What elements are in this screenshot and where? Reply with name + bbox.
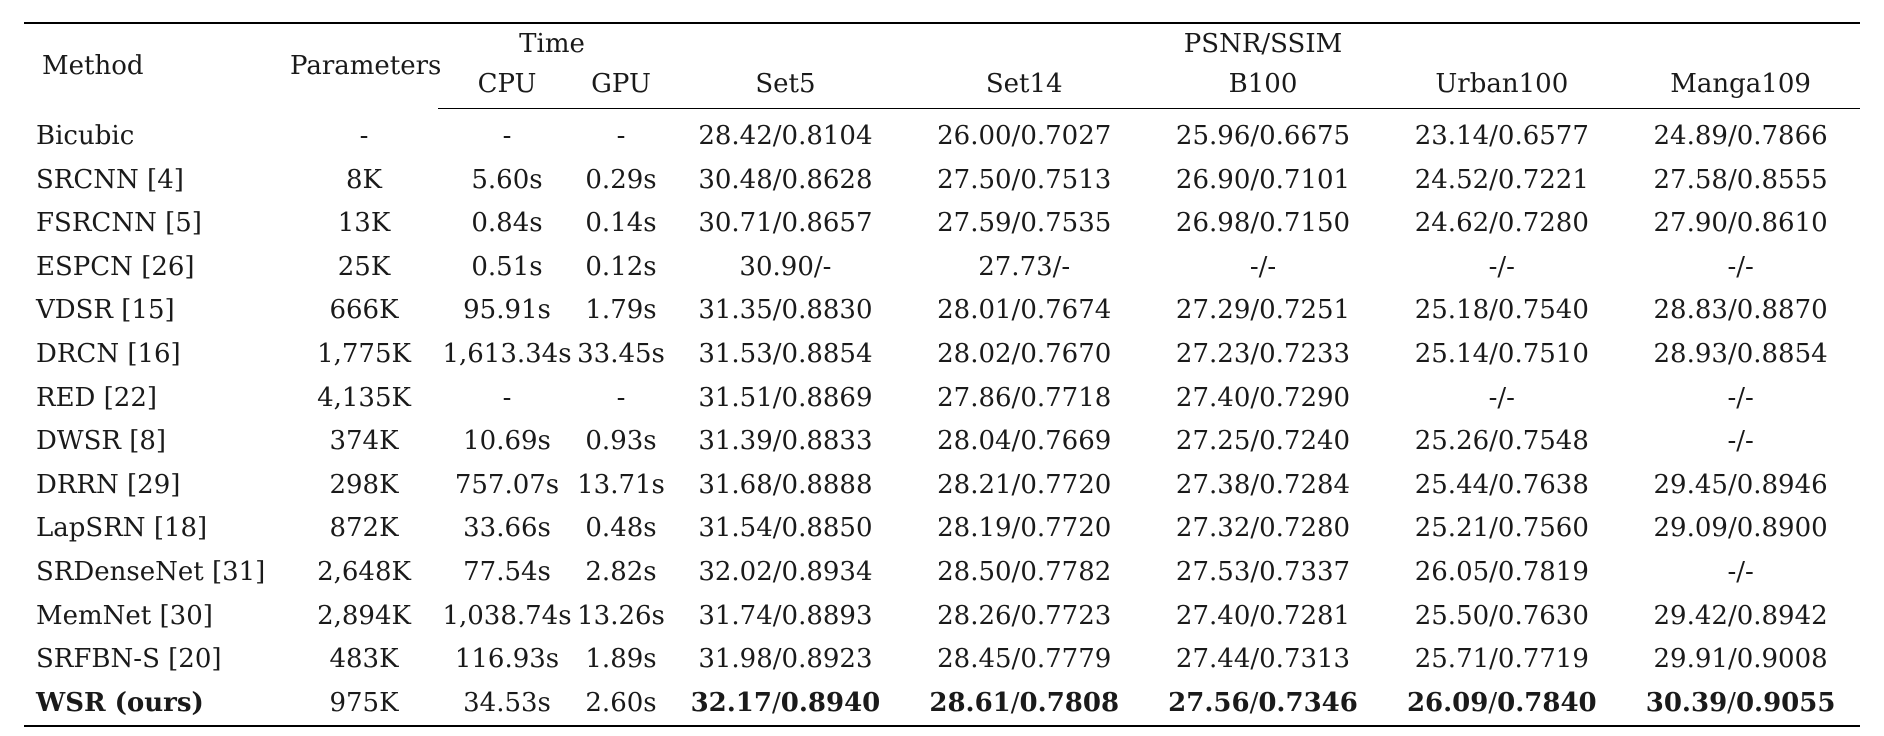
cell-params: 666K (329, 295, 399, 326)
cell-set14 (905, 682, 1144, 727)
cell-b100: 27.40/0.7281 (1175, 600, 1351, 631)
cell-method: RED [22] (36, 382, 158, 413)
cell-manga109: 29.42/0.8942 (1653, 600, 1828, 631)
cell-params: 4,135K (317, 382, 411, 413)
header-manga109: Manga109 (1621, 64, 1860, 109)
cell-gpu: 0.29s (585, 164, 657, 195)
table-row (24, 246, 1860, 290)
cell-method: DWSR [8] (36, 426, 167, 457)
cell-gpu: 33.45s (577, 338, 665, 369)
cell-set5: 31.39/0.8833 (698, 426, 873, 457)
cell-method: LapSRN [18] (36, 513, 208, 544)
cell-b100: 27.25/0.7240 (1175, 426, 1351, 457)
cell-set5: 31.35/0.8830 (698, 295, 873, 326)
cell-gpu: 13.71s (577, 469, 665, 500)
separator: / (1488, 687, 1498, 718)
cell-gpu: 2.60s (576, 682, 666, 727)
cell-params: 2,894K (317, 600, 411, 631)
separator: / (771, 687, 781, 718)
cell-manga109: 29.09/0.8900 (1653, 513, 1828, 544)
separator: / (1010, 687, 1020, 718)
cell-set14: 27.73/- (978, 251, 1071, 282)
cell-params: 975K (290, 682, 438, 727)
cell-set14: 28.01/0.7674 (937, 295, 1112, 326)
cell-cpu: 10.69s (463, 426, 551, 457)
cell-b100: 27.40/0.7290 (1175, 382, 1351, 413)
cell-cpu: 757.07s (454, 469, 560, 500)
cell-method: MemNet [30] (36, 600, 213, 631)
header-row-top (24, 23, 1860, 64)
cell-urban100: 25.14/0.7510 (1414, 338, 1589, 369)
cell-urban100: 24.52/0.7221 (1414, 164, 1589, 195)
cell-b100: 27.53/0.7337 (1175, 556, 1351, 587)
cell-method: ESPCN [26] (36, 251, 195, 282)
psnr-value: 26.09 (1406, 687, 1489, 718)
cell-gpu: 0.93s (585, 426, 657, 457)
cell-method: VDSR [15] (36, 295, 175, 326)
cell-cpu: 1,038.74s (442, 600, 572, 631)
cell-params: - (359, 120, 369, 151)
cell-manga109: 29.91/0.9008 (1653, 644, 1828, 675)
header-method: Method (24, 23, 290, 109)
cell-method: Bicubic (36, 120, 135, 151)
header-b100: B100 (1144, 64, 1383, 109)
cell-cpu: 0.51s (471, 251, 543, 282)
cell-b100: 26.98/0.7150 (1175, 208, 1351, 239)
cell-method: DRRN [29] (36, 469, 181, 500)
cell-urban100 (1382, 682, 1621, 727)
header-set14: Set14 (905, 64, 1144, 109)
cell-urban100: 25.26/0.7548 (1414, 426, 1589, 457)
cell-gpu: - (616, 121, 626, 151)
cell-manga109: 27.58/0.8555 (1653, 164, 1828, 195)
cell-set14: 28.19/0.7720 (937, 513, 1112, 544)
cell-set5: 32.02/0.8934 (698, 556, 873, 587)
cell-manga109: 28.83/0.8870 (1653, 295, 1828, 326)
table-row (24, 595, 1860, 639)
cell-method: SRFBN-S [20] (36, 644, 222, 675)
cell-b100: 27.38/0.7284 (1175, 469, 1351, 500)
table-row (24, 420, 1860, 464)
table-row (24, 289, 1860, 333)
cell-urban100: 24.62/0.7280 (1414, 208, 1589, 239)
cell-gpu: 2.82s (585, 556, 657, 587)
header-urban100: Urban100 (1382, 64, 1621, 109)
psnr-value: 28.61 (929, 687, 1011, 718)
table-row (24, 464, 1860, 508)
cell-b100: 26.90/0.7101 (1175, 164, 1351, 195)
cell-urban100: 26.05/0.7819 (1414, 556, 1589, 587)
cell-method: FSRCNN [5] (36, 208, 202, 239)
table-row-ours (24, 682, 1860, 727)
cell-gpu: 0.12s (585, 251, 657, 282)
cell-b100: 27.23/0.7233 (1175, 338, 1351, 369)
table-body (24, 109, 1860, 727)
cell-b100: -/- (1249, 251, 1277, 282)
cell-manga109: -/- (1727, 556, 1754, 587)
cell-params: 298K (329, 469, 399, 500)
cell-set5: 30.71/0.8657 (698, 208, 873, 239)
cell-params: 1,775K (317, 338, 411, 369)
cell-set14: 28.26/0.7723 (937, 600, 1112, 631)
table-row (24, 202, 1860, 246)
cell-b100: 25.96/0.6675 (1175, 121, 1351, 151)
table-row (24, 333, 1860, 377)
cell-set14: 26.00/0.7027 (937, 121, 1112, 151)
cell-params: 13K (337, 208, 391, 239)
cell-set14: 27.86/0.7718 (937, 382, 1112, 413)
cell-set5: 30.90/- (739, 251, 832, 282)
cell-set5: 31.54/0.8850 (698, 513, 873, 544)
table-row (24, 638, 1860, 682)
cell-params: 483K (329, 644, 399, 675)
cell-set5: 31.51/0.8869 (698, 382, 873, 413)
cell-params: 374K (329, 426, 399, 457)
cell-set5: 31.53/0.8854 (698, 338, 873, 369)
cell-set5: 28.42/0.8104 (698, 121, 873, 151)
table-row (24, 159, 1860, 203)
ssim-value: 0.7346 (1258, 687, 1358, 718)
cell-cpu: 5.60s (471, 164, 543, 195)
cell-set5: 31.74/0.8893 (698, 600, 873, 631)
cell-method: WSR (ours) (24, 682, 290, 727)
results-table-container (24, 22, 1860, 727)
cell-gpu: - (616, 382, 626, 413)
table-row (24, 507, 1860, 551)
cell-b100 (1144, 682, 1383, 727)
cell-gpu: 1.89s (585, 644, 657, 675)
cell-set14: 28.50/0.7782 (937, 556, 1112, 587)
cell-cpu: 1,613.34s (442, 338, 572, 369)
cell-cpu: 33.66s (463, 513, 551, 544)
cell-manga109: -/- (1727, 251, 1754, 282)
cell-set5: 30.48/0.8628 (698, 164, 873, 195)
cell-gpu: 13.26s (577, 600, 665, 631)
cell-urban100: -/- (1488, 251, 1515, 282)
cell-urban100: 25.44/0.7638 (1414, 469, 1589, 500)
cell-set14: 28.04/0.7669 (937, 426, 1112, 457)
cell-b100: 27.29/0.7251 (1175, 295, 1351, 326)
cell-set5: 31.98/0.8923 (698, 644, 873, 675)
cell-params: 25K (337, 251, 391, 282)
cell-set14: 27.50/0.7513 (937, 164, 1112, 195)
cell-set5 (666, 682, 905, 727)
cell-method: DRCN [16] (36, 338, 181, 369)
cell-cpu: 34.53s (438, 682, 576, 727)
cell-manga109 (1621, 682, 1860, 727)
cell-method: SRCNN [4] (36, 164, 184, 195)
cell-manga109: 24.89/0.7866 (1653, 121, 1828, 151)
cell-set14: 28.02/0.7670 (937, 338, 1112, 369)
cell-params: 2,648K (317, 556, 411, 587)
cell-urban100: 23.14/0.6577 (1414, 121, 1589, 151)
header-parameters: Parameters (290, 23, 438, 109)
psnr-value: 32.17 (690, 687, 772, 718)
header-psnr-ssim: PSNR/SSIM (666, 23, 1860, 64)
table-header (24, 23, 1860, 109)
cell-urban100: 25.18/0.7540 (1414, 295, 1589, 326)
cell-method: SRDenseNet [31] (36, 556, 266, 587)
ssim-value: 0.7808 (1019, 687, 1120, 718)
cell-set14: 28.21/0.7720 (937, 469, 1112, 500)
header-gpu: GPU (576, 64, 666, 109)
ssim-value: 0.9055 (1735, 687, 1836, 718)
cell-cpu: - (502, 121, 512, 151)
cell-params: 8K (346, 164, 382, 195)
cell-manga109: -/- (1727, 426, 1754, 457)
cell-manga109: 29.45/0.8946 (1653, 469, 1828, 500)
cell-set5: 31.68/0.8888 (698, 469, 873, 500)
table-row (24, 377, 1860, 421)
cell-urban100: 25.21/0.7560 (1414, 513, 1589, 544)
cell-gpu: 0.14s (585, 208, 657, 239)
header-time: Time (438, 23, 666, 64)
header-cpu: CPU (438, 64, 576, 109)
cell-b100: 27.32/0.7280 (1175, 513, 1351, 544)
table-row (24, 109, 1860, 159)
cell-cpu: - (502, 382, 512, 413)
cell-gpu: 0.48s (585, 513, 657, 544)
separator: / (1249, 687, 1259, 718)
cell-manga109: 27.90/0.8610 (1653, 208, 1828, 239)
cell-manga109: 28.93/0.8854 (1653, 338, 1828, 369)
psnr-value: 27.56 (1168, 687, 1250, 718)
cell-urban100: -/- (1488, 382, 1515, 413)
cell-cpu: 95.91s (463, 295, 551, 326)
ssim-value: 0.8940 (780, 687, 881, 718)
cell-cpu: 0.84s (471, 208, 543, 239)
separator: / (1727, 687, 1736, 718)
table-row (24, 551, 1860, 595)
header-set5: Set5 (666, 64, 905, 109)
cell-set14: 27.59/0.7535 (937, 208, 1112, 239)
ssim-value: 0.7840 (1497, 687, 1597, 718)
cell-set14: 28.45/0.7779 (937, 644, 1112, 675)
results-table (24, 22, 1860, 727)
cell-b100: 27.44/0.7313 (1175, 644, 1351, 675)
cell-urban100: 25.50/0.7630 (1414, 600, 1589, 631)
cell-cpu: 77.54s (463, 556, 551, 587)
cell-gpu: 1.79s (585, 295, 657, 326)
cell-manga109: -/- (1727, 382, 1754, 413)
cell-params: 872K (329, 513, 399, 544)
cell-urban100: 25.71/0.7719 (1414, 644, 1589, 675)
cell-cpu: 116.93s (454, 644, 560, 675)
psnr-value: 30.39 (1645, 687, 1728, 718)
